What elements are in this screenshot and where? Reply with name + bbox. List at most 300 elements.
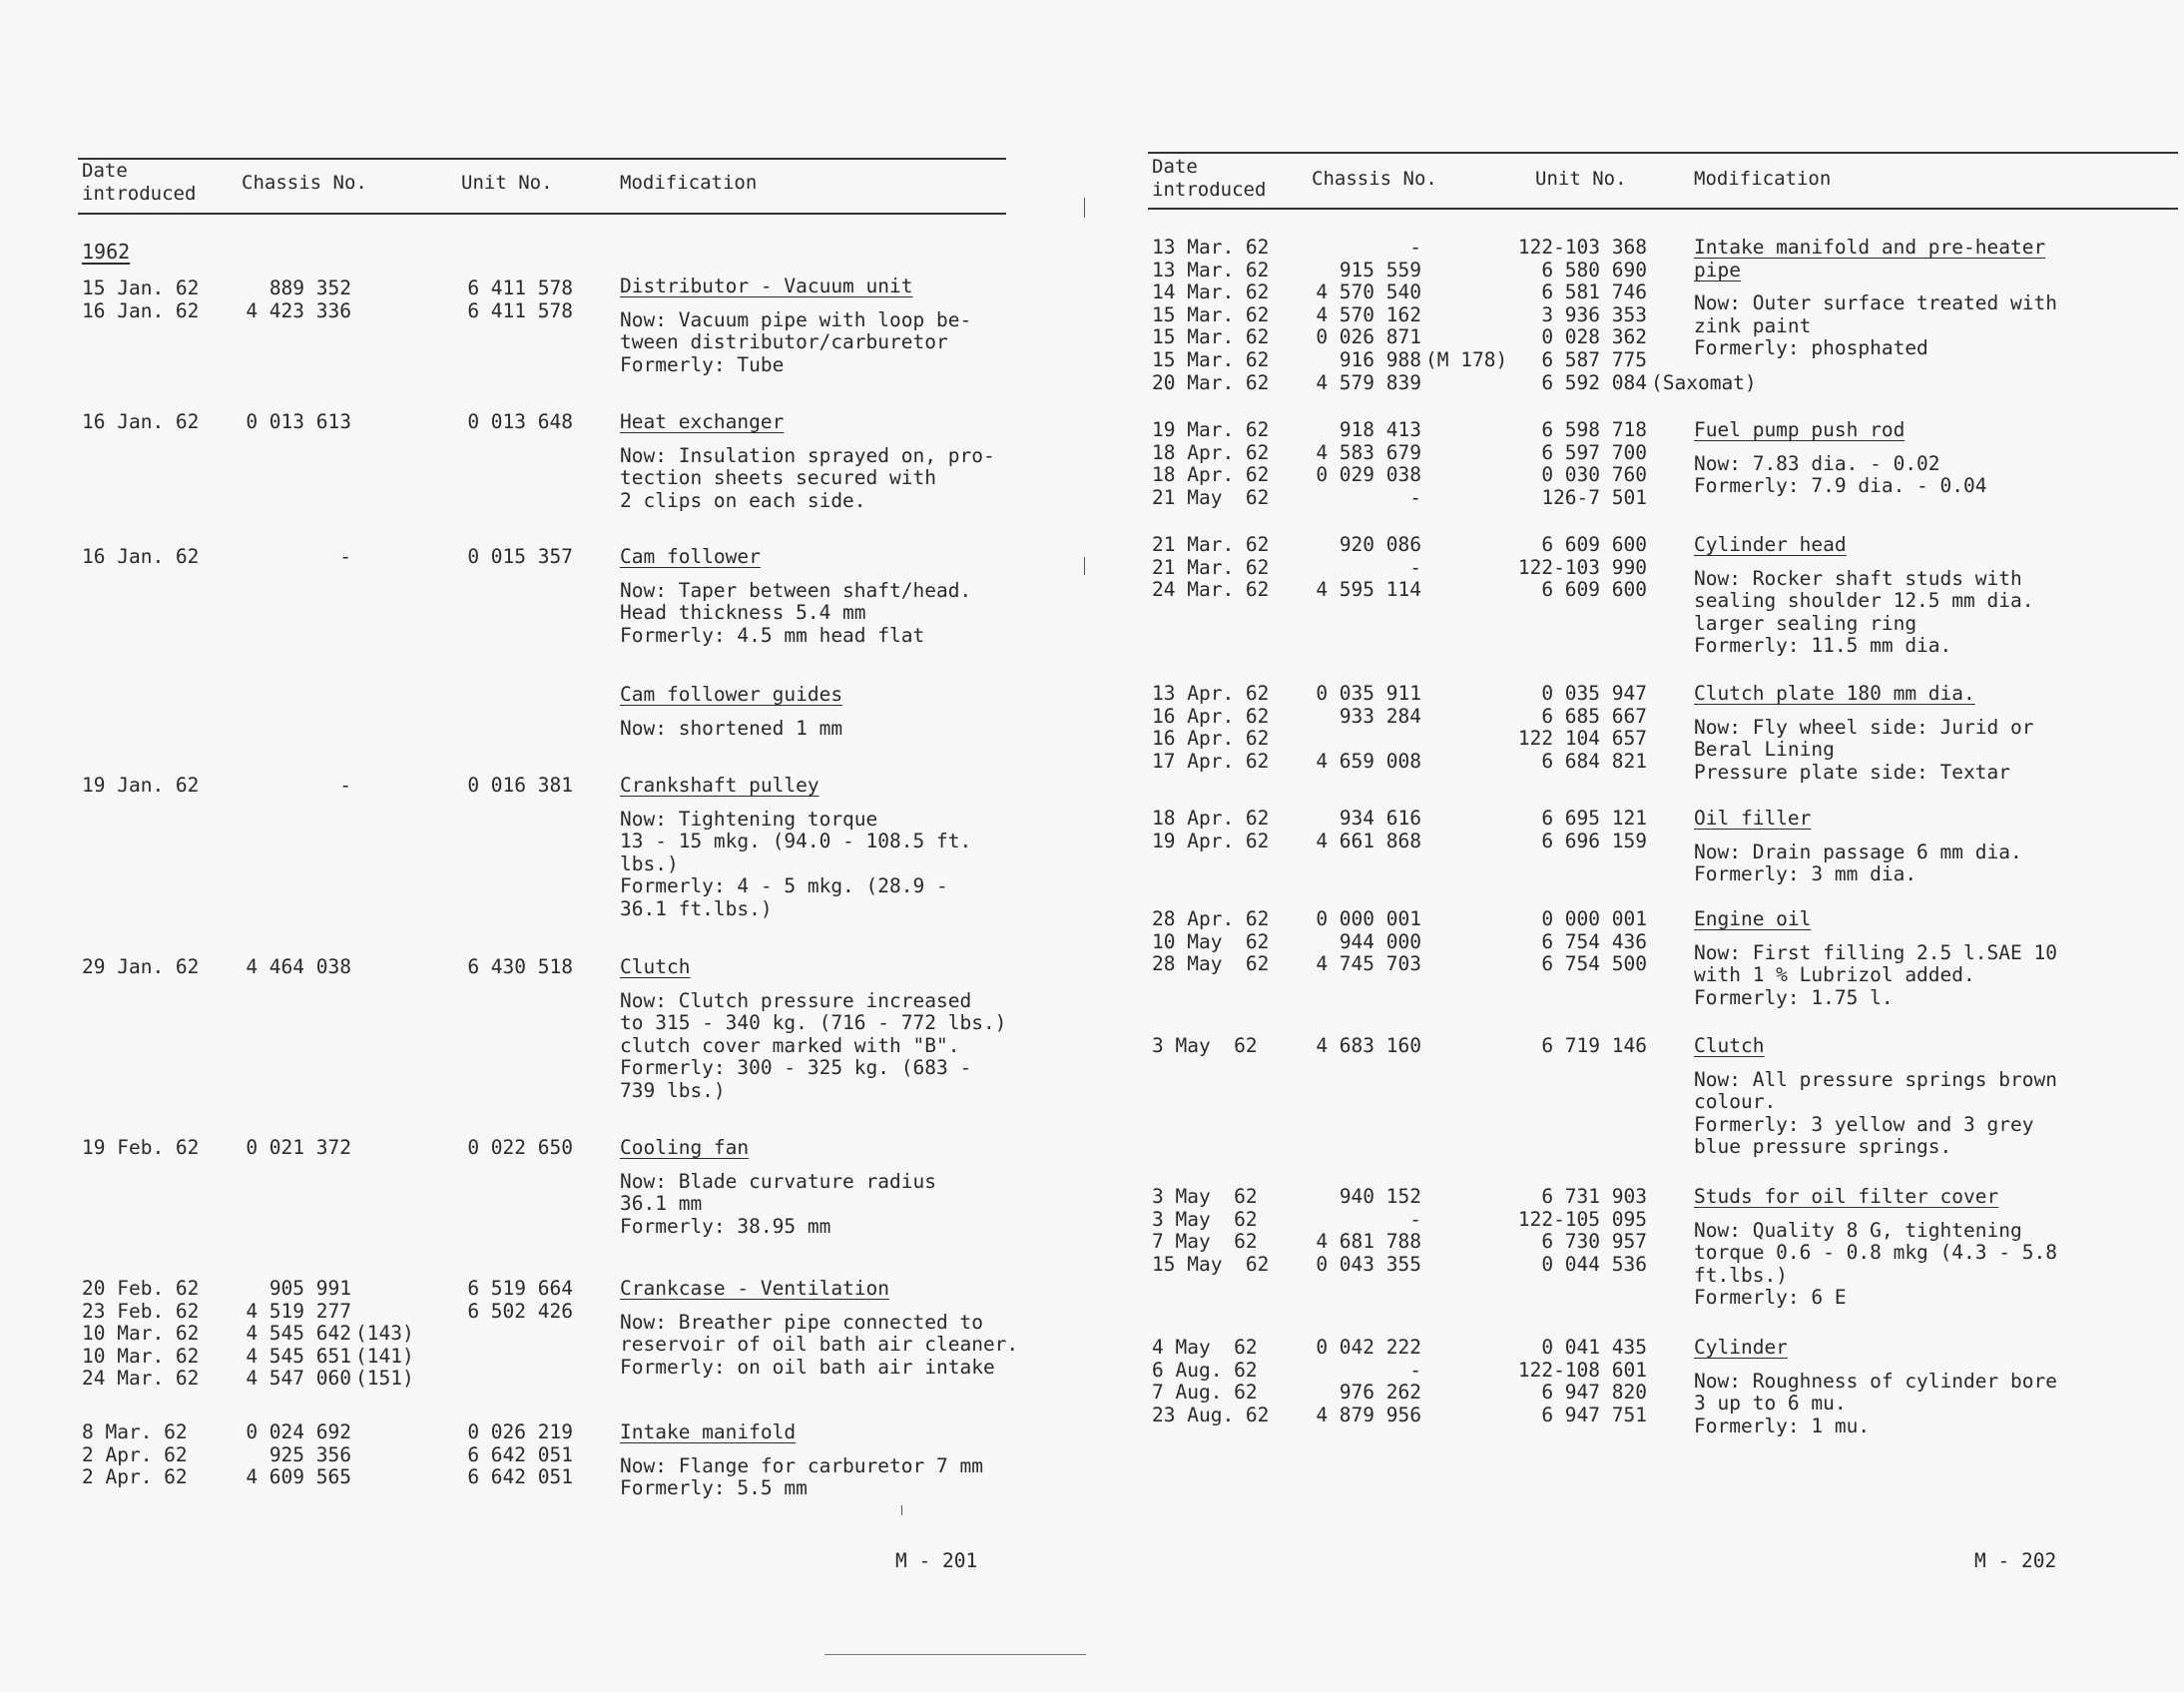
unit-cell: 6 731 903 [1541, 1185, 1647, 1208]
chassis-cell [246, 1137, 351, 1160]
chassis-number: 4 570 162 [1316, 302, 1421, 326]
modification-title: Clutch plate 180 mm dia. [1694, 682, 1975, 705]
date-cell: 21 Mar. 62 [1152, 555, 1270, 579]
date-column [82, 411, 199, 434]
modification-entry [1694, 1186, 2057, 1310]
unit-column [1541, 1035, 1647, 1058]
unit-column [467, 546, 573, 569]
date-cell: 8 Mar. 62 [82, 1420, 188, 1443]
chassis-cell [1316, 706, 1421, 729]
unit-cell: 0 035 947 [1541, 682, 1647, 705]
date-column [1152, 237, 1269, 394]
modification-entry [1694, 1035, 2057, 1159]
modification-entry [1694, 683, 2033, 784]
chassis-suffix [355, 1278, 414, 1301]
unit-column [467, 278, 573, 322]
date-cell: 15 Mar. 62 [1152, 302, 1270, 326]
unit-cell: 6 597 700 [1541, 440, 1647, 464]
unit-column [467, 1137, 573, 1160]
unit-cell: 0 015 357 [467, 545, 573, 568]
chassis-number: 4 609 565 [246, 1465, 351, 1489]
chassis-suffix [1425, 260, 1507, 282]
chassis-cell [1316, 260, 1421, 282]
unit-column [1518, 534, 1647, 602]
date-cell: 13 Apr. 62 [1152, 682, 1270, 705]
header-top-rule [1148, 152, 2178, 154]
modification-entry [1694, 419, 1987, 498]
column-header-unit: Unit No. [461, 172, 553, 194]
modification-entry [620, 775, 971, 921]
chassis-number: 4 547 060 [246, 1367, 351, 1391]
date-cell: 19 Mar. 62 [1152, 418, 1270, 441]
chassis-number: 4 683 160 [1316, 1034, 1421, 1057]
chassis-number: 4 545 651 [246, 1344, 351, 1368]
chassis-number: - [1409, 236, 1421, 259]
unit-column [1518, 1337, 1647, 1426]
modification-text: Now: 7.83 dia. - 0.02 Formerly: 7.9 dia. - 0.04 [1694, 451, 1987, 498]
date-cell: 15 Jan. 62 [82, 277, 200, 299]
chassis-cell [246, 1444, 351, 1467]
chassis-column [1316, 683, 1421, 773]
date-cell: 17 Apr. 62 [1152, 749, 1270, 773]
unit-cell: 122-103 990 [1517, 555, 1647, 579]
date-cell: 20 Feb. 62 [82, 1277, 200, 1300]
date-cell: 7 May 62 [1152, 1230, 1258, 1254]
chassis-number: - [1409, 555, 1421, 579]
chassis-cell [1316, 1254, 1421, 1277]
date-cell: 10 May 62 [1152, 929, 1270, 953]
chassis-cell [1316, 487, 1421, 510]
chassis-cell [246, 278, 351, 300]
chassis-number: 905 991 [269, 1277, 351, 1300]
chassis-column [1316, 908, 1421, 976]
modification-title: Fuel pump push rod [1694, 418, 1906, 441]
date-cell: 13 Mar. 62 [1152, 236, 1270, 259]
modification-entry [1694, 534, 2033, 658]
unit-cell: 0 041 435 [1541, 1336, 1647, 1359]
modification-title: Cooling fan [620, 1136, 750, 1159]
chassis-cell [246, 411, 351, 434]
date-cell: 15 Mar. 62 [1152, 347, 1270, 371]
chassis-number: 0 035 911 [1316, 682, 1421, 705]
unit-column [467, 1421, 573, 1489]
modification-text: Now: Insulation sprayed on, pro- tection sheets secured with 2 clips on each side. [620, 443, 995, 512]
chassis-cell [246, 1323, 351, 1346]
date-cell: 16 Jan. 62 [82, 298, 200, 322]
modification-text: Now: Rocker shaft studs with sealing shoulder 12.5 mm dia. larger sealing ring Formerly: 11.5 mm dia. [1694, 566, 2034, 658]
unit-cell: 6 430 518 [467, 955, 573, 978]
date-column [1152, 1186, 1269, 1276]
unit-cell: 0 028 362 [1541, 325, 1647, 349]
date-cell: 18 Apr. 62 [1152, 463, 1270, 487]
unit-column [467, 775, 573, 798]
unit-cell: 6 754 436 [1541, 929, 1647, 953]
chassis-cell [1316, 534, 1421, 557]
chassis-cell [1316, 1337, 1421, 1360]
date-cell: 3 May 62 [1152, 1034, 1258, 1057]
chassis-number: 4 464 038 [246, 955, 351, 978]
chassis-cell [1316, 579, 1421, 602]
unit-cell: 6 685 667 [1541, 704, 1647, 728]
unit-column [1541, 908, 1647, 976]
unit-cell: 3 936 353 [1541, 302, 1647, 326]
modification-text: Now: Vacuum pipe with loop be- tween distributor/carburetor Formerly: Tube [620, 307, 972, 376]
chassis-cell [1316, 808, 1421, 831]
chassis-cell [246, 300, 351, 323]
chassis-cell [339, 546, 351, 569]
chassis-column [1316, 808, 1421, 852]
modification-text: Now: shortened 1 mm [620, 716, 843, 740]
date-cell: 7 Aug. 62 [1152, 1381, 1258, 1405]
chassis-cell [1316, 237, 1421, 260]
chassis-column [246, 411, 351, 434]
chassis-cell [1316, 1186, 1421, 1209]
column-header-date: Date introduced [1152, 156, 1267, 201]
modification-title: Cam follower [620, 545, 761, 568]
unit-suffix: (Saxomat) [1651, 370, 1757, 394]
unit-cell: 6 730 957 [1541, 1230, 1647, 1254]
chassis-number: 4 579 839 [1316, 370, 1421, 394]
chassis-cell [1316, 1035, 1421, 1058]
modification-title: Intake manifold [620, 1420, 797, 1443]
date-cell: 20 Mar. 62 [1152, 370, 1270, 394]
chassis-number: 934 616 [1339, 807, 1421, 830]
chassis-suffix [1425, 304, 1507, 327]
chassis-cell [1316, 1209, 1421, 1232]
chassis-cell [1316, 464, 1421, 487]
modification-title: Clutch [620, 955, 691, 978]
chassis-number: - [339, 774, 351, 797]
date-cell: 2 Apr. 62 [82, 1442, 188, 1466]
modification-entry [1694, 237, 2057, 360]
date-cell: 14 Mar. 62 [1152, 281, 1270, 304]
modification-title: Heat exchanger [620, 410, 785, 433]
date-cell: 28 May 62 [1152, 952, 1270, 976]
chassis-column [1316, 419, 1421, 509]
chassis-number: - [1409, 1207, 1421, 1231]
chassis-cell [1316, 349, 1421, 372]
unit-column [1541, 419, 1647, 509]
chassis-cell [1316, 304, 1421, 327]
chassis-cell [1316, 557, 1421, 580]
gutter-mark [1084, 198, 1085, 218]
modification-title: Cam follower guides [620, 683, 843, 706]
date-column [1152, 534, 1269, 602]
unit-cell: 0 026 219 [467, 1420, 573, 1443]
chassis-cell [1316, 282, 1421, 304]
unit-cell: 122 104 657 [1517, 727, 1647, 751]
date-cell: 19 Jan. 62 [82, 774, 200, 797]
chassis-cell [1316, 1360, 1421, 1383]
date-cell: 3 May 62 [1152, 1185, 1258, 1208]
modification-entry [620, 276, 971, 376]
unit-cell: 6 592 084 [1541, 370, 1647, 394]
date-column [1152, 1035, 1258, 1058]
column-header-date: Date introduced [82, 160, 197, 205]
scan-edge-line [824, 1654, 1086, 1655]
chassis-number: 4 595 114 [1316, 578, 1421, 602]
chassis-number: 4 583 679 [1316, 440, 1421, 464]
unit-cell: 0 013 648 [467, 410, 573, 433]
modification-entry [1694, 808, 2022, 886]
chassis-cell [1316, 442, 1421, 465]
date-column [1152, 683, 1269, 773]
date-cell: 18 Apr. 62 [1152, 440, 1270, 464]
unit-cell: 0 030 760 [1541, 463, 1647, 487]
unit-cell: 6 642 051 [467, 1442, 573, 1466]
date-cell: 15 Mar. 62 [1152, 325, 1270, 349]
modification-entry [620, 684, 842, 740]
unit-cell: 6 947 820 [1541, 1381, 1647, 1405]
chassis-number: 0 029 038 [1316, 463, 1421, 487]
unit-cell: 6 609 600 [1541, 578, 1647, 602]
date-cell: 24 Mar. 62 [82, 1367, 200, 1391]
page-number: M - 201 [895, 1549, 978, 1572]
date-cell: 18 Apr. 62 [1152, 807, 1270, 830]
unit-cell: 0 016 381 [467, 774, 573, 797]
unit-cell: 6 695 121 [1541, 807, 1647, 830]
chassis-number: 915 559 [1339, 258, 1421, 282]
date-cell: 13 Mar. 62 [1152, 258, 1270, 282]
chassis-number: 0 021 372 [246, 1136, 351, 1159]
column-header-modification: Modification [1694, 168, 1832, 190]
date-cell: 24 Mar. 62 [1152, 578, 1270, 602]
date-cell: 28 Apr. 62 [1152, 907, 1270, 930]
date-column [82, 1137, 199, 1160]
unit-cell: 126-7 501 [1541, 485, 1647, 509]
chassis-number: 925 356 [269, 1442, 351, 1466]
chassis-number: 4 570 540 [1316, 281, 1421, 304]
column-header-unit: Unit No. [1535, 168, 1627, 190]
date-column [1152, 1337, 1269, 1426]
chassis-suffix [355, 1301, 414, 1324]
chassis-number: - [339, 545, 351, 568]
unit-cell: 6 642 051 [467, 1465, 573, 1489]
modification-text: Now: First filling 2.5 l.SAE 10 with 1 % Lubrizol added. Formerly: 1.75 l. [1694, 940, 2057, 1009]
chassis-number: 4 745 703 [1316, 952, 1421, 976]
modification-text: Now: Taper between shaft/head. Head thickness 5.4 mm Formerly: 4.5 mm head flat [620, 578, 972, 647]
date-cell: 10 Mar. 62 [82, 1322, 200, 1346]
chassis-column [1316, 1035, 1421, 1058]
modification-title: Oil filler [1694, 807, 1812, 830]
unit-cell: 6 519 664 [467, 1277, 573, 1300]
chassis-number: 4 879 956 [1316, 1403, 1421, 1426]
chassis-suffix [1425, 237, 1507, 260]
modification-entry [620, 956, 1006, 1103]
unit-cell: 6 684 821 [1541, 749, 1647, 773]
modification-title: Intake manifold and pre-heater pipe [1694, 236, 2046, 282]
modification-title: Cylinder head [1694, 533, 1847, 556]
chassis-number: 4 545 642 [246, 1322, 351, 1346]
unit-column [1518, 683, 1647, 773]
modification-text: Now: Outer surface treated with zink paint Formerly: phosphated [1694, 291, 2057, 360]
unit-cell: 6 411 578 [467, 298, 573, 322]
chassis-cell [246, 1346, 351, 1369]
date-cell: 16 Apr. 62 [1152, 727, 1270, 751]
chassis-number: 0 000 001 [1316, 907, 1421, 930]
date-cell: 6 Aug. 62 [1152, 1358, 1258, 1382]
date-column [82, 775, 199, 798]
chassis-cell [1316, 751, 1421, 774]
chassis-number: 944 000 [1339, 929, 1421, 953]
modification-text: Now: Roughness of cylinder bore 3 up to 6 mu. Formerly: 1 mu. [1694, 1369, 2057, 1437]
chassis-column [339, 775, 351, 798]
date-column [82, 546, 199, 569]
date-cell: 21 Mar. 62 [1152, 533, 1270, 556]
column-header-chassis: Chassis No. [242, 172, 367, 194]
chassis-suffix [1425, 326, 1507, 349]
column-header-modification: Modification [620, 172, 758, 194]
date-cell: 19 Feb. 62 [82, 1136, 200, 1159]
chassis-cell [246, 1278, 351, 1301]
header-bottom-rule [1148, 208, 2178, 210]
chassis-cell [246, 1301, 351, 1324]
chassis-cell [246, 1421, 351, 1444]
modification-title: Distributor - Vacuum unit [620, 275, 913, 297]
chassis-column [246, 1278, 351, 1391]
modification-text: Now: Quality 8 G, tightening torque 0.6 - 0.8 mkg (4.3 - 5.8 ft.lbs.) Formerly: 6 E [1694, 1218, 2057, 1310]
unit-cell: 6 947 751 [1541, 1403, 1647, 1426]
page-number: M - 202 [1974, 1549, 2057, 1572]
date-column [82, 278, 199, 322]
unit-cell: 6 609 600 [1541, 533, 1647, 556]
unit-column [1518, 237, 1647, 394]
date-cell: 23 Aug. 62 [1152, 1403, 1270, 1426]
chassis-number: 933 284 [1339, 704, 1421, 728]
chassis-column [1316, 534, 1421, 602]
date-column [1152, 808, 1269, 852]
chassis-cell [1316, 1382, 1421, 1405]
modification-entry [620, 546, 971, 647]
date-cell: 29 Jan. 62 [82, 955, 200, 978]
chassis-suffix: (151) [355, 1367, 414, 1391]
date-cell: 16 Jan. 62 [82, 545, 200, 568]
gutter-mark [901, 1505, 902, 1515]
chassis-column [246, 1421, 351, 1489]
date-cell: 3 May 62 [1152, 1207, 1258, 1231]
modification-entry [620, 1137, 936, 1238]
chassis-number: 0 042 222 [1316, 1336, 1421, 1359]
chassis-column [246, 278, 351, 322]
date-cell: 10 Mar. 62 [82, 1344, 200, 1368]
unit-cell: 0 022 650 [467, 1136, 573, 1159]
chassis-number: 920 086 [1339, 533, 1421, 556]
unit-column [467, 956, 573, 979]
date-cell: 19 Apr. 62 [1152, 829, 1270, 852]
chassis-cell [1316, 1231, 1421, 1254]
modification-entry [620, 411, 995, 512]
year-heading: 1962 [82, 240, 131, 264]
modification-text: Now: Drain passage 6 mm dia. Formerly: 3 mm dia. [1694, 840, 2022, 886]
unit-cell: 6 580 690 [1541, 258, 1647, 282]
chassis-number: 889 352 [269, 277, 351, 299]
modification-entry [620, 1278, 1018, 1379]
chassis-column [1316, 1337, 1421, 1426]
chassis-number: 0 043 355 [1316, 1252, 1421, 1276]
unit-cell: 6 587 775 [1541, 347, 1647, 371]
gutter-mark [1084, 557, 1085, 575]
chassis-column [246, 1137, 351, 1160]
unit-cell: 122-105 095 [1517, 1207, 1647, 1231]
modification-title: Studs for oil filter cover [1694, 1185, 1999, 1208]
date-column [82, 1421, 188, 1489]
unit-cell: 6 696 159 [1541, 829, 1647, 852]
chassis-number: 916 988 [1339, 347, 1421, 371]
chassis-number: 4 661 868 [1316, 829, 1421, 852]
unit-column [1518, 1186, 1647, 1276]
header-bottom-rule [78, 213, 1006, 215]
modification-entry [1694, 908, 2057, 1009]
chassis-number: 4 681 788 [1316, 1230, 1421, 1254]
modification-text: Now: Blade curvature radius 36.1 mm Formerly: 38.95 mm [620, 1169, 936, 1238]
modification-text: Now: Fly wheel side: Jurid or Beral Lining Pressure plate side: Textar [1694, 715, 2034, 784]
unit-column [467, 1278, 573, 1323]
date-column [1152, 908, 1269, 976]
chassis-number: 0 024 692 [246, 1420, 351, 1443]
chassis-column [339, 546, 351, 569]
date-column [82, 1278, 199, 1391]
header-top-rule [78, 158, 1006, 160]
modification-title: Crankcase - Ventilation [620, 1277, 890, 1300]
modification-text: Now: Tightening torque 13 - 15 mkg. (94.0 - 108.5 ft. lbs.) Formerly: 4 - 5 mkg. (28.9 - 36.1 ft.lbs.) [620, 807, 972, 920]
chassis-cell [1316, 1405, 1421, 1427]
chassis-suffix: (M 178) [1425, 347, 1508, 371]
chassis-cell [1316, 728, 1421, 751]
chassis-cell [1316, 908, 1421, 931]
date-column [82, 956, 199, 979]
unit-cell: 122-103 368 [1517, 236, 1647, 259]
chassis-cell [246, 1466, 351, 1489]
chassis-column [1316, 237, 1421, 394]
modification-title: Crankshaft pulley [620, 774, 819, 797]
column-header-chassis: Chassis No. [1312, 168, 1437, 190]
chassis-cell [1316, 931, 1421, 954]
modification-entry [620, 1421, 983, 1500]
chassis-cell [1316, 953, 1421, 976]
unit-cell: 6 598 718 [1541, 418, 1647, 441]
date-cell: 23 Feb. 62 [82, 1299, 200, 1323]
date-cell: 16 Jan. 62 [82, 410, 200, 433]
chassis-cell [1316, 419, 1421, 442]
chassis-number: 4 659 008 [1316, 749, 1421, 773]
unit-column [1541, 808, 1647, 852]
date-cell: 15 May 62 [1152, 1252, 1270, 1276]
modification-text: Now: Breather pipe connected to reservoir of oil bath air cleaner. Formerly: on oil bath air intake [620, 1310, 1019, 1379]
chassis-cell [1316, 683, 1421, 706]
unit-cell: 6 719 146 [1541, 1034, 1647, 1057]
date-cell: 16 Apr. 62 [1152, 704, 1270, 728]
chassis-number: - [1409, 485, 1421, 509]
chassis-suffix-column [1425, 237, 1507, 394]
modification-entry [1694, 1337, 2057, 1437]
unit-cell: 0 000 001 [1541, 907, 1647, 930]
chassis-suffix: (143) [355, 1322, 414, 1346]
chassis-number: 0 013 613 [246, 410, 351, 433]
modification-text: Now: Clutch pressure increased to 315 - 340 kg. (716 - 772 lbs.) clutch cover marked with "B". Formerly: 300 - 325 kg. (683 - 739 lbs.) [620, 988, 1007, 1102]
chassis-number: 918 413 [1339, 418, 1421, 441]
chassis-column [1316, 1186, 1421, 1276]
chassis-column [246, 956, 351, 979]
unit-cell: 0 044 536 [1541, 1252, 1647, 1276]
date-cell: 2 Apr. 62 [82, 1465, 188, 1489]
date-cell: 21 May 62 [1152, 485, 1270, 509]
unit-cell: 6 754 500 [1541, 952, 1647, 976]
chassis-cell [1316, 831, 1421, 853]
modification-title: Engine oil [1694, 907, 1812, 930]
unit-cell: 6 411 578 [467, 277, 573, 299]
chassis-number: 0 026 871 [1316, 325, 1421, 349]
chassis-cell [246, 1368, 351, 1391]
